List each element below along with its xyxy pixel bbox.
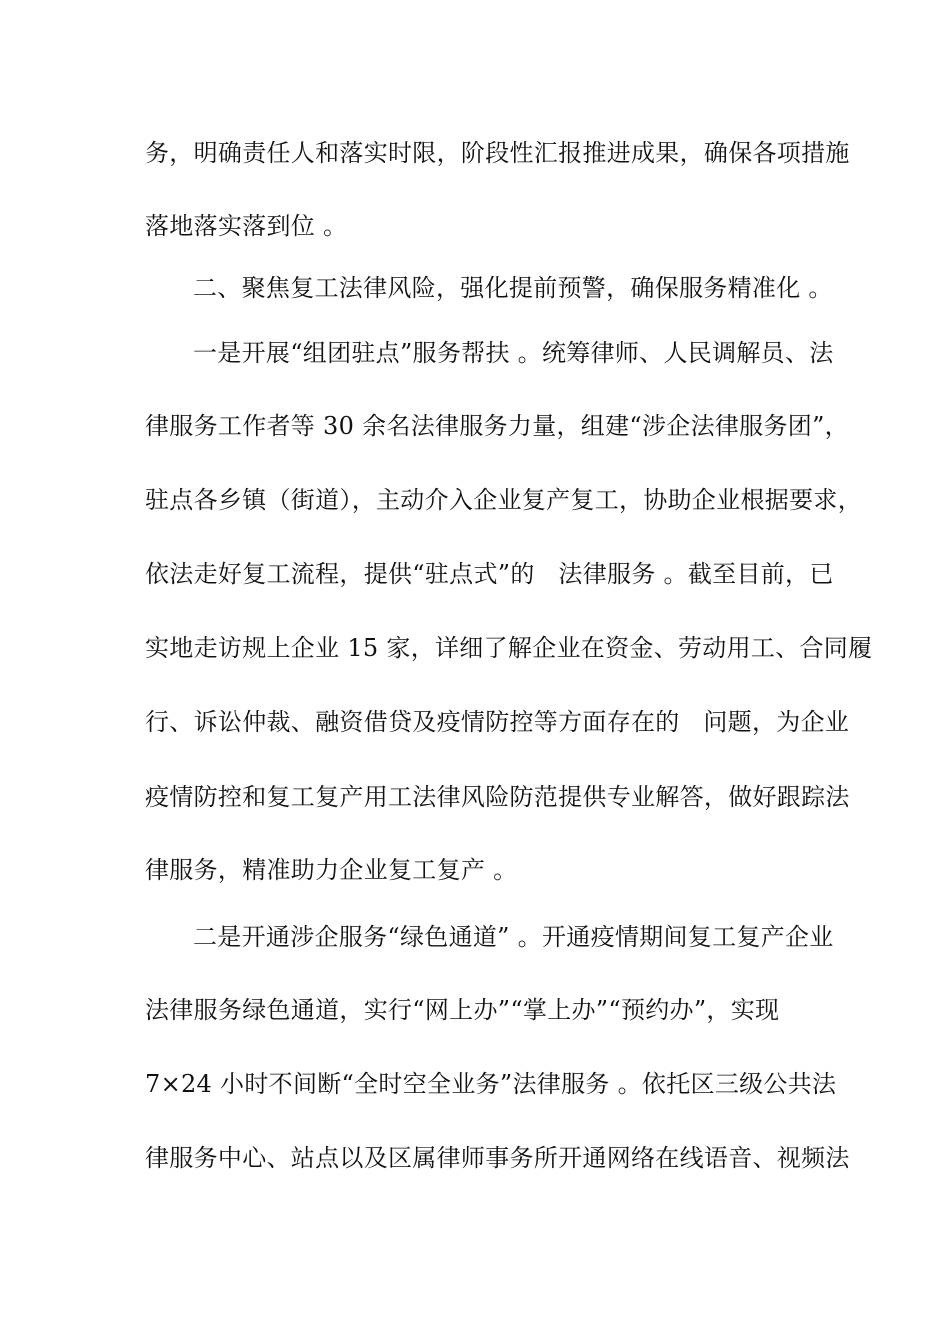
text-line: 律服务，精准助力企业复工复产 。	[145, 856, 518, 884]
text-line: 律服务中心、站点以及区属律师事务所开通网络在线语音、视频法	[145, 1144, 850, 1172]
section-heading: 二、聚焦复工法律风险，强化提前预警，确保服务精准化 。	[193, 274, 833, 302]
text-line: 7×24 小时不间断“全时空全业务”法律服务 。依托区三级公共法	[145, 1070, 837, 1098]
paragraph-start: 一是开展“组团驻点”服务帮扶 。统筹律师、人民调解员、法	[193, 339, 834, 367]
text-line: 落地落实落到位 。	[145, 212, 348, 240]
text-line: 务，明确责任人和落实时限，阶段性汇报推进成果，确保各项措施	[145, 139, 850, 167]
text-line: 律服务工作者等 30 余名法律服务力量，组建“涉企法律服务团”，	[145, 412, 849, 440]
text-line: 行、诉讼仲裁、融资借贷及疫情防控等方面存在的 问题，为企业	[145, 708, 850, 736]
text-line: 依法走好复工流程，提供“驻点式”的 法律服务 。截至目前，已	[145, 560, 834, 588]
text-line: 法律服务绿色通道，实行“网上办”“掌上办”“预约办”，实现	[145, 996, 780, 1024]
text-line: 驻点各乡镇（街道），主动介入企业复产复工，协助企业根据要求，	[145, 486, 862, 514]
text-line: 疫情防控和复工复产用工法律风险防范提供专业解答，做好跟踪法	[145, 783, 850, 811]
text-line: 实地走访规上企业 15 家，详细了解企业在资金、劳动用工、合同履	[145, 634, 873, 662]
paragraph-start: 二是开通涉企服务“绿色通道” 。开通疫情期间复工复产企业	[193, 923, 834, 951]
